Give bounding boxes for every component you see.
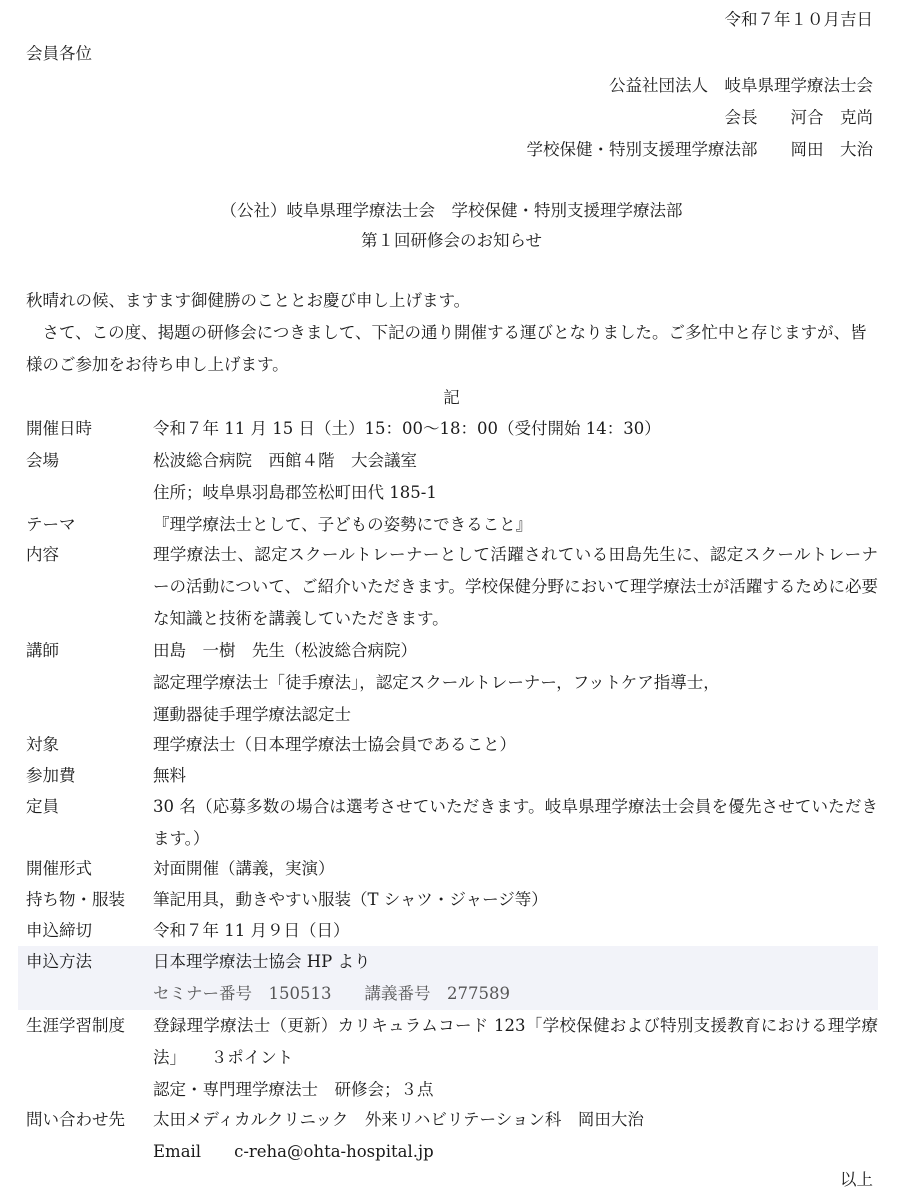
- detail-value: 無料: [153, 766, 186, 785]
- detail-label: 開催形式: [26, 859, 92, 878]
- detail-label: 内容: [26, 545, 59, 564]
- addressee: 会員各位: [26, 44, 92, 63]
- title-line2: 第１回研修会のお知らせ: [360, 231, 542, 250]
- detail-value: 30 名（応募多数の場合は選考させていただきます。岐阜県理学療法士会員を優先させていただきます。）: [153, 797, 878, 848]
- contact-email: Email c-reha@ohta-hospital.jp: [153, 1142, 434, 1161]
- detail-value: 松波総合病院 西館４階 大会議室: [153, 451, 417, 470]
- detail-value: 太田メディカルクリニック 外来リハビリテーション科 岡田大治: [153, 1110, 644, 1129]
- detail-value: 日本理学療法士協会 HP より: [153, 952, 371, 971]
- detail-label: 生涯学習制度: [26, 1016, 125, 1035]
- closing: 以上: [840, 1170, 873, 1189]
- sender-org: 公益社団法人 岐阜県理学療法士会: [609, 76, 873, 95]
- greeting: 秋晴れの候、ますます御健勝のこととお慶び申し上げます。: [26, 291, 471, 310]
- detail-value: 筆記用具，動きやすい服装（T シャツ・ジャージ等）: [153, 890, 548, 909]
- issue-date: 令和７年１０月吉日: [724, 10, 873, 29]
- detail-label: 申込方法: [26, 952, 92, 971]
- detail-value: 令和７年 11 月９日（日）: [153, 921, 350, 940]
- detail-value: 理学療法士（日本理学療法士協会員であること）: [153, 735, 516, 754]
- ki-heading: 記: [443, 388, 460, 407]
- detail-label: 持ち物・服装: [26, 890, 125, 909]
- detail-value: 対面開催（講義，実演）: [153, 859, 335, 878]
- detail-value: 理学療法士、認定スクールトレーナーとして活躍されている田島先生に、認定スクールトレーナーの活動について、ご紹介いただきます。学校保健分野において理学療法士が活躍するために必要な知識と技術を講義していただきます。: [153, 545, 878, 628]
- detail-value: 運動器徒手理学療法認定士: [153, 705, 351, 724]
- detail-label: 問い合わせ先: [26, 1110, 125, 1129]
- title-line1: （公社）岐阜県理学療法士会 学校保健・特別支援理学療法部: [220, 201, 683, 220]
- detail-label: 定員: [26, 797, 59, 816]
- detail-value: 田島 一樹 先生（松波総合病院）: [153, 641, 417, 660]
- detail-value: 認定理学療法士「徒手療法」，認定スクールトレーナー，フットケア指導士，: [153, 673, 720, 692]
- detail-value: 令和７年 11 月 15 日（土）15：00〜18：00（受付開始 14：30）: [153, 419, 661, 438]
- detail-label: 参加費: [26, 766, 76, 785]
- detail-label: 開催日時: [26, 419, 92, 438]
- detail-value: 認定・専門理学療法士 研修会；３点: [153, 1080, 434, 1099]
- detail-value: 住所；岐阜県羽島郡笠松町田代 185-1: [153, 483, 437, 502]
- seminar-numbers: セミナー番号 150513 講義番号 277589: [153, 984, 510, 1003]
- sender-dept: 学校保健・特別支援理学療法部 岡田 大治: [526, 140, 873, 159]
- detail-label: 講師: [26, 641, 59, 660]
- detail-value: 『理学療法士として、子どもの姿勢にできること』: [153, 515, 533, 534]
- detail-label: 申込締切: [26, 921, 92, 940]
- detail-label: 対象: [26, 735, 59, 754]
- detail-label: 会場: [26, 451, 59, 470]
- sender-president: 会長 河合 克尚: [724, 108, 873, 127]
- body-paragraph: さて、この度、掲題の研修会につきまして、下記の通り開催する運びとなりました。ご多忙中と存じますが、皆様のご参加をお待ち申し上げます。: [26, 323, 867, 374]
- detail-value: 登録理学療法士（更新）カリキュラムコード 123「学校保健および特別支援教育における理学療法」 ３ポイント: [153, 1016, 878, 1067]
- detail-label: テーマ: [26, 515, 76, 534]
